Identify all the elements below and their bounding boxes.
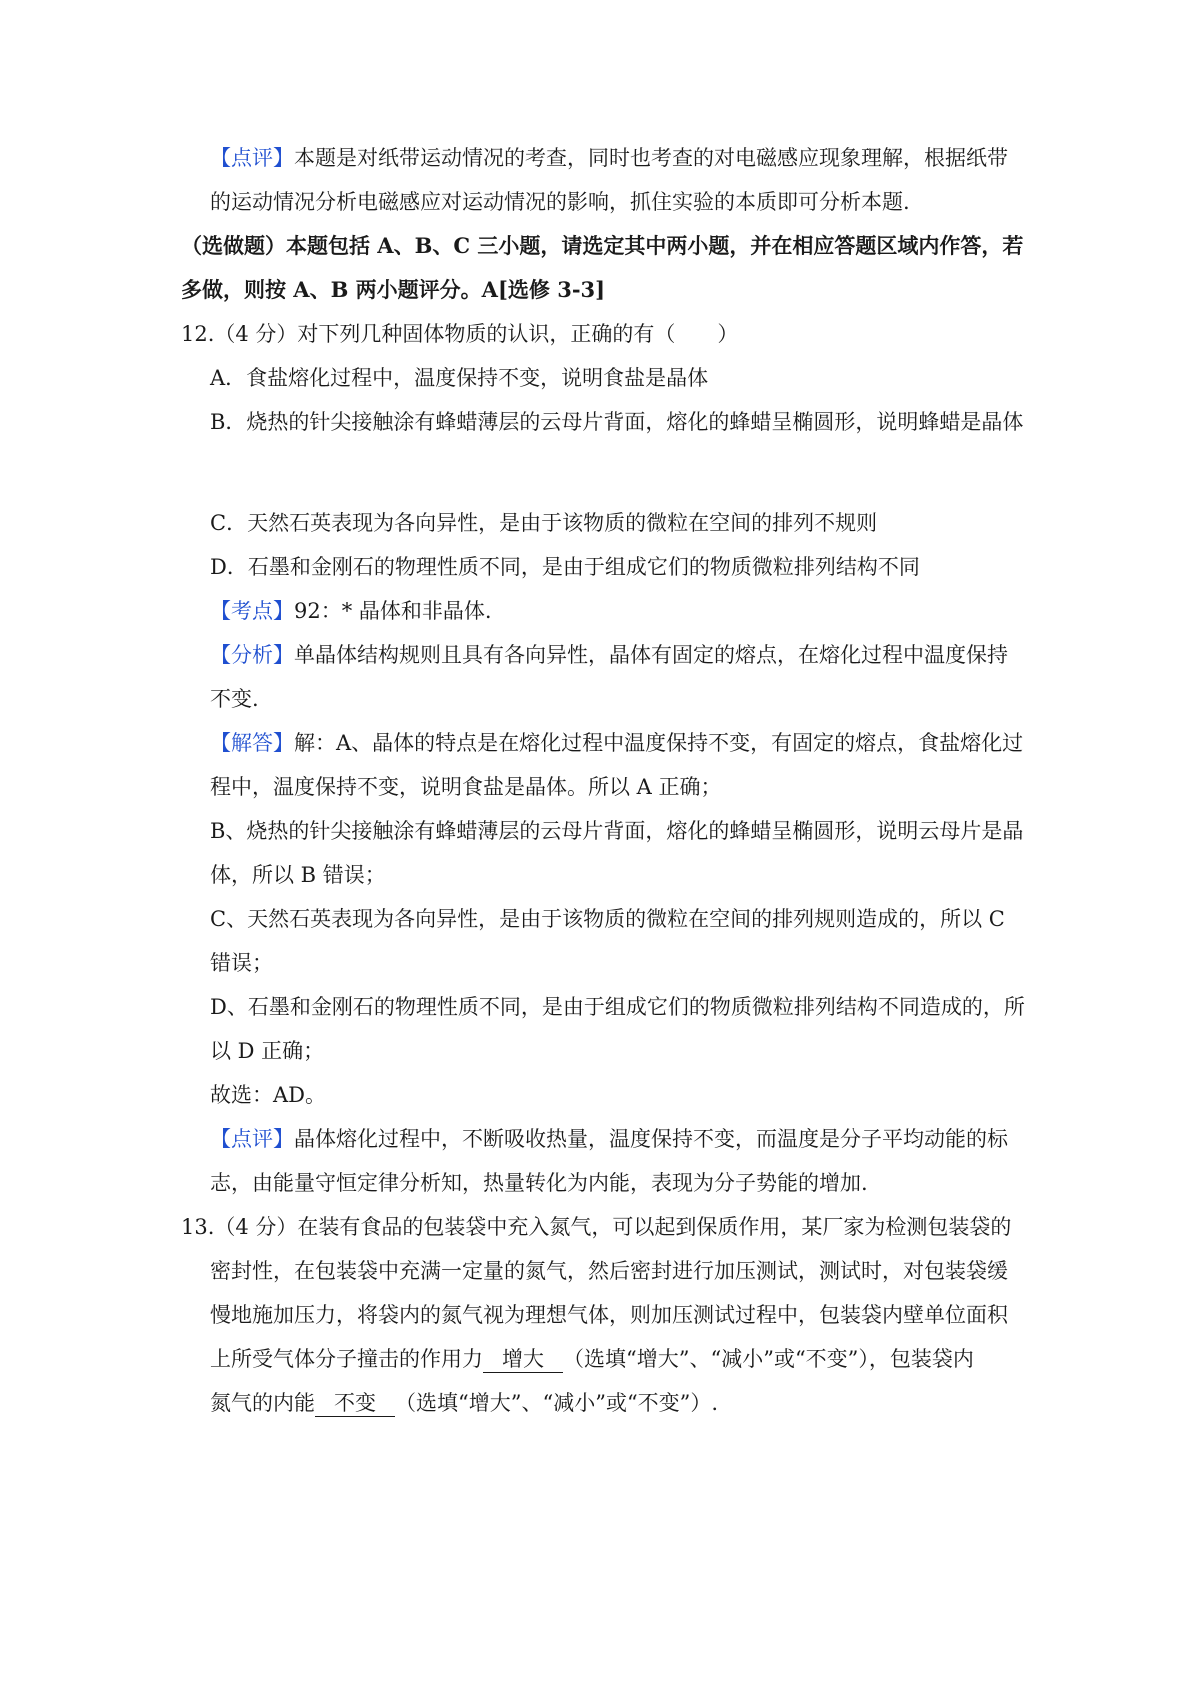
question-12-option-c: C．天然石英表现为各向异性，是由于该物质的微粒在空间的排列不规则 bbox=[210, 511, 878, 535]
question-13-stem-line: 密封性，在包装袋中充满一定量的氮气，然后密封进行加压测试，测试时，对包装袋缓 bbox=[210, 1259, 1008, 1283]
answer-blank-1: 增大 bbox=[483, 1346, 563, 1373]
review-text: 本题是对纸带运动情况的考查，同时也考查的对电磁感应现象理解，根据纸带 bbox=[294, 146, 1008, 170]
jieda-text-line: B、烧热的针尖接触涂有蜂蜡薄层的云母片背面，熔化的蜂蜡呈椭圆形，说明云母片是晶 bbox=[210, 819, 1024, 843]
jieda-text: 解：A、晶体的特点是在熔化过程中温度保持不变，有固定的熔点，食盐熔化过 bbox=[294, 731, 1024, 755]
fenxi-tag: 【分析】 bbox=[210, 643, 294, 667]
question-12-option-a: A．食盐熔化过程中，温度保持不变，说明食盐是晶体 bbox=[210, 366, 709, 390]
review-tag: 【点评】 bbox=[210, 146, 294, 170]
q13-text: 氮气的内能 bbox=[210, 1391, 315, 1415]
jieda-text-line: 程中，温度保持不变，说明食盐是晶体。所以 A 正确； bbox=[210, 775, 722, 799]
elective-heading-cont: 多做，则按 A、B 两小题评分。A[选修 3-3] bbox=[181, 277, 606, 302]
question-12-stem: 12.（4 分）对下列几种固体物质的认识，正确的有（ ） bbox=[181, 322, 739, 346]
fenxi-line bbox=[210, 640, 1008, 670]
question-12-option-d: D．石墨和金刚石的物理性质不同，是由于组成它们的物质微粒排列结构不同 bbox=[210, 555, 920, 579]
fenxi-text: 单晶体结构规则且具有各向异性，晶体有固定的熔点，在熔化过程中温度保持 bbox=[294, 643, 1008, 667]
jieda-tag: 【解答】 bbox=[210, 731, 294, 755]
fenxi-text-cont: 不变. bbox=[210, 687, 259, 711]
dianping-text: 晶体熔化过程中，不断吸收热量，温度保持不变，而温度是分子平均动能的标 bbox=[294, 1127, 1008, 1151]
review-paragraph-line bbox=[210, 143, 1008, 173]
jieda-answer: 故选：AD。 bbox=[210, 1083, 327, 1107]
question-13-stem-line: 慢地施加压力，将袋内的氮气视为理想气体，则加压测试过程中，包装袋内壁单位面积 bbox=[210, 1303, 1008, 1327]
jieda-line bbox=[210, 728, 1023, 758]
kaodian-text: 92：* 晶体和非晶体. bbox=[294, 599, 492, 623]
jieda-text-line: 以 D 正确； bbox=[210, 1039, 325, 1063]
question-13-stem: 13.（4 分）在装有食品的包装袋中充入氮气，可以起到保质作用，某厂家为检测包装袋的 bbox=[181, 1215, 1012, 1239]
q13-text: （选填“增大”、“减小”或“不变”），包装袋内 bbox=[563, 1347, 974, 1371]
jieda-text-line: 错误； bbox=[210, 951, 273, 975]
question-13-stem-line bbox=[210, 1344, 974, 1374]
dianping-text-cont: 志，由能量守恒定律分析知，热量转化为内能，表现为分子势能的增加. bbox=[210, 1171, 868, 1195]
q13-text: （选填“增大”、“减小”或“不变”）. bbox=[395, 1391, 719, 1415]
question-12-option-b: B．烧热的针尖接触涂有蜂蜡薄层的云母片背面，熔化的蜂蜡呈椭圆形，说明蜂蜡是晶体 bbox=[210, 410, 1024, 434]
jieda-text-line: D、石墨和金刚石的物理性质不同，是由于组成它们的物质微粒排列结构不同造成的，所 bbox=[210, 995, 1025, 1019]
elective-heading: （选做题）本题包括 A、B、C 三小题，请选定其中两小题，并在相应答题区域内作答，若 bbox=[181, 233, 1024, 258]
dianping-tag: 【点评】 bbox=[210, 1127, 294, 1151]
jieda-text-line: C、天然石英表现为各向异性，是由于该物质的微粒在空间的排列规则造成的，所以 C bbox=[210, 907, 1005, 931]
question-13-stem-line bbox=[210, 1388, 718, 1418]
answer-blank-2: 不变 bbox=[315, 1390, 395, 1417]
jieda-text-line: 体，所以 B 错误； bbox=[210, 863, 386, 887]
q13-text: 上所受气体分子撞击的作用力 bbox=[210, 1347, 483, 1371]
dianping-line bbox=[210, 1124, 1008, 1154]
kaodian-tag: 【考点】 bbox=[210, 599, 294, 623]
kaodian-line bbox=[210, 596, 492, 626]
review-text-line: 的运动情况分析电磁感应对运动情况的影响，抓住实验的本质即可分析本题. bbox=[210, 190, 910, 214]
